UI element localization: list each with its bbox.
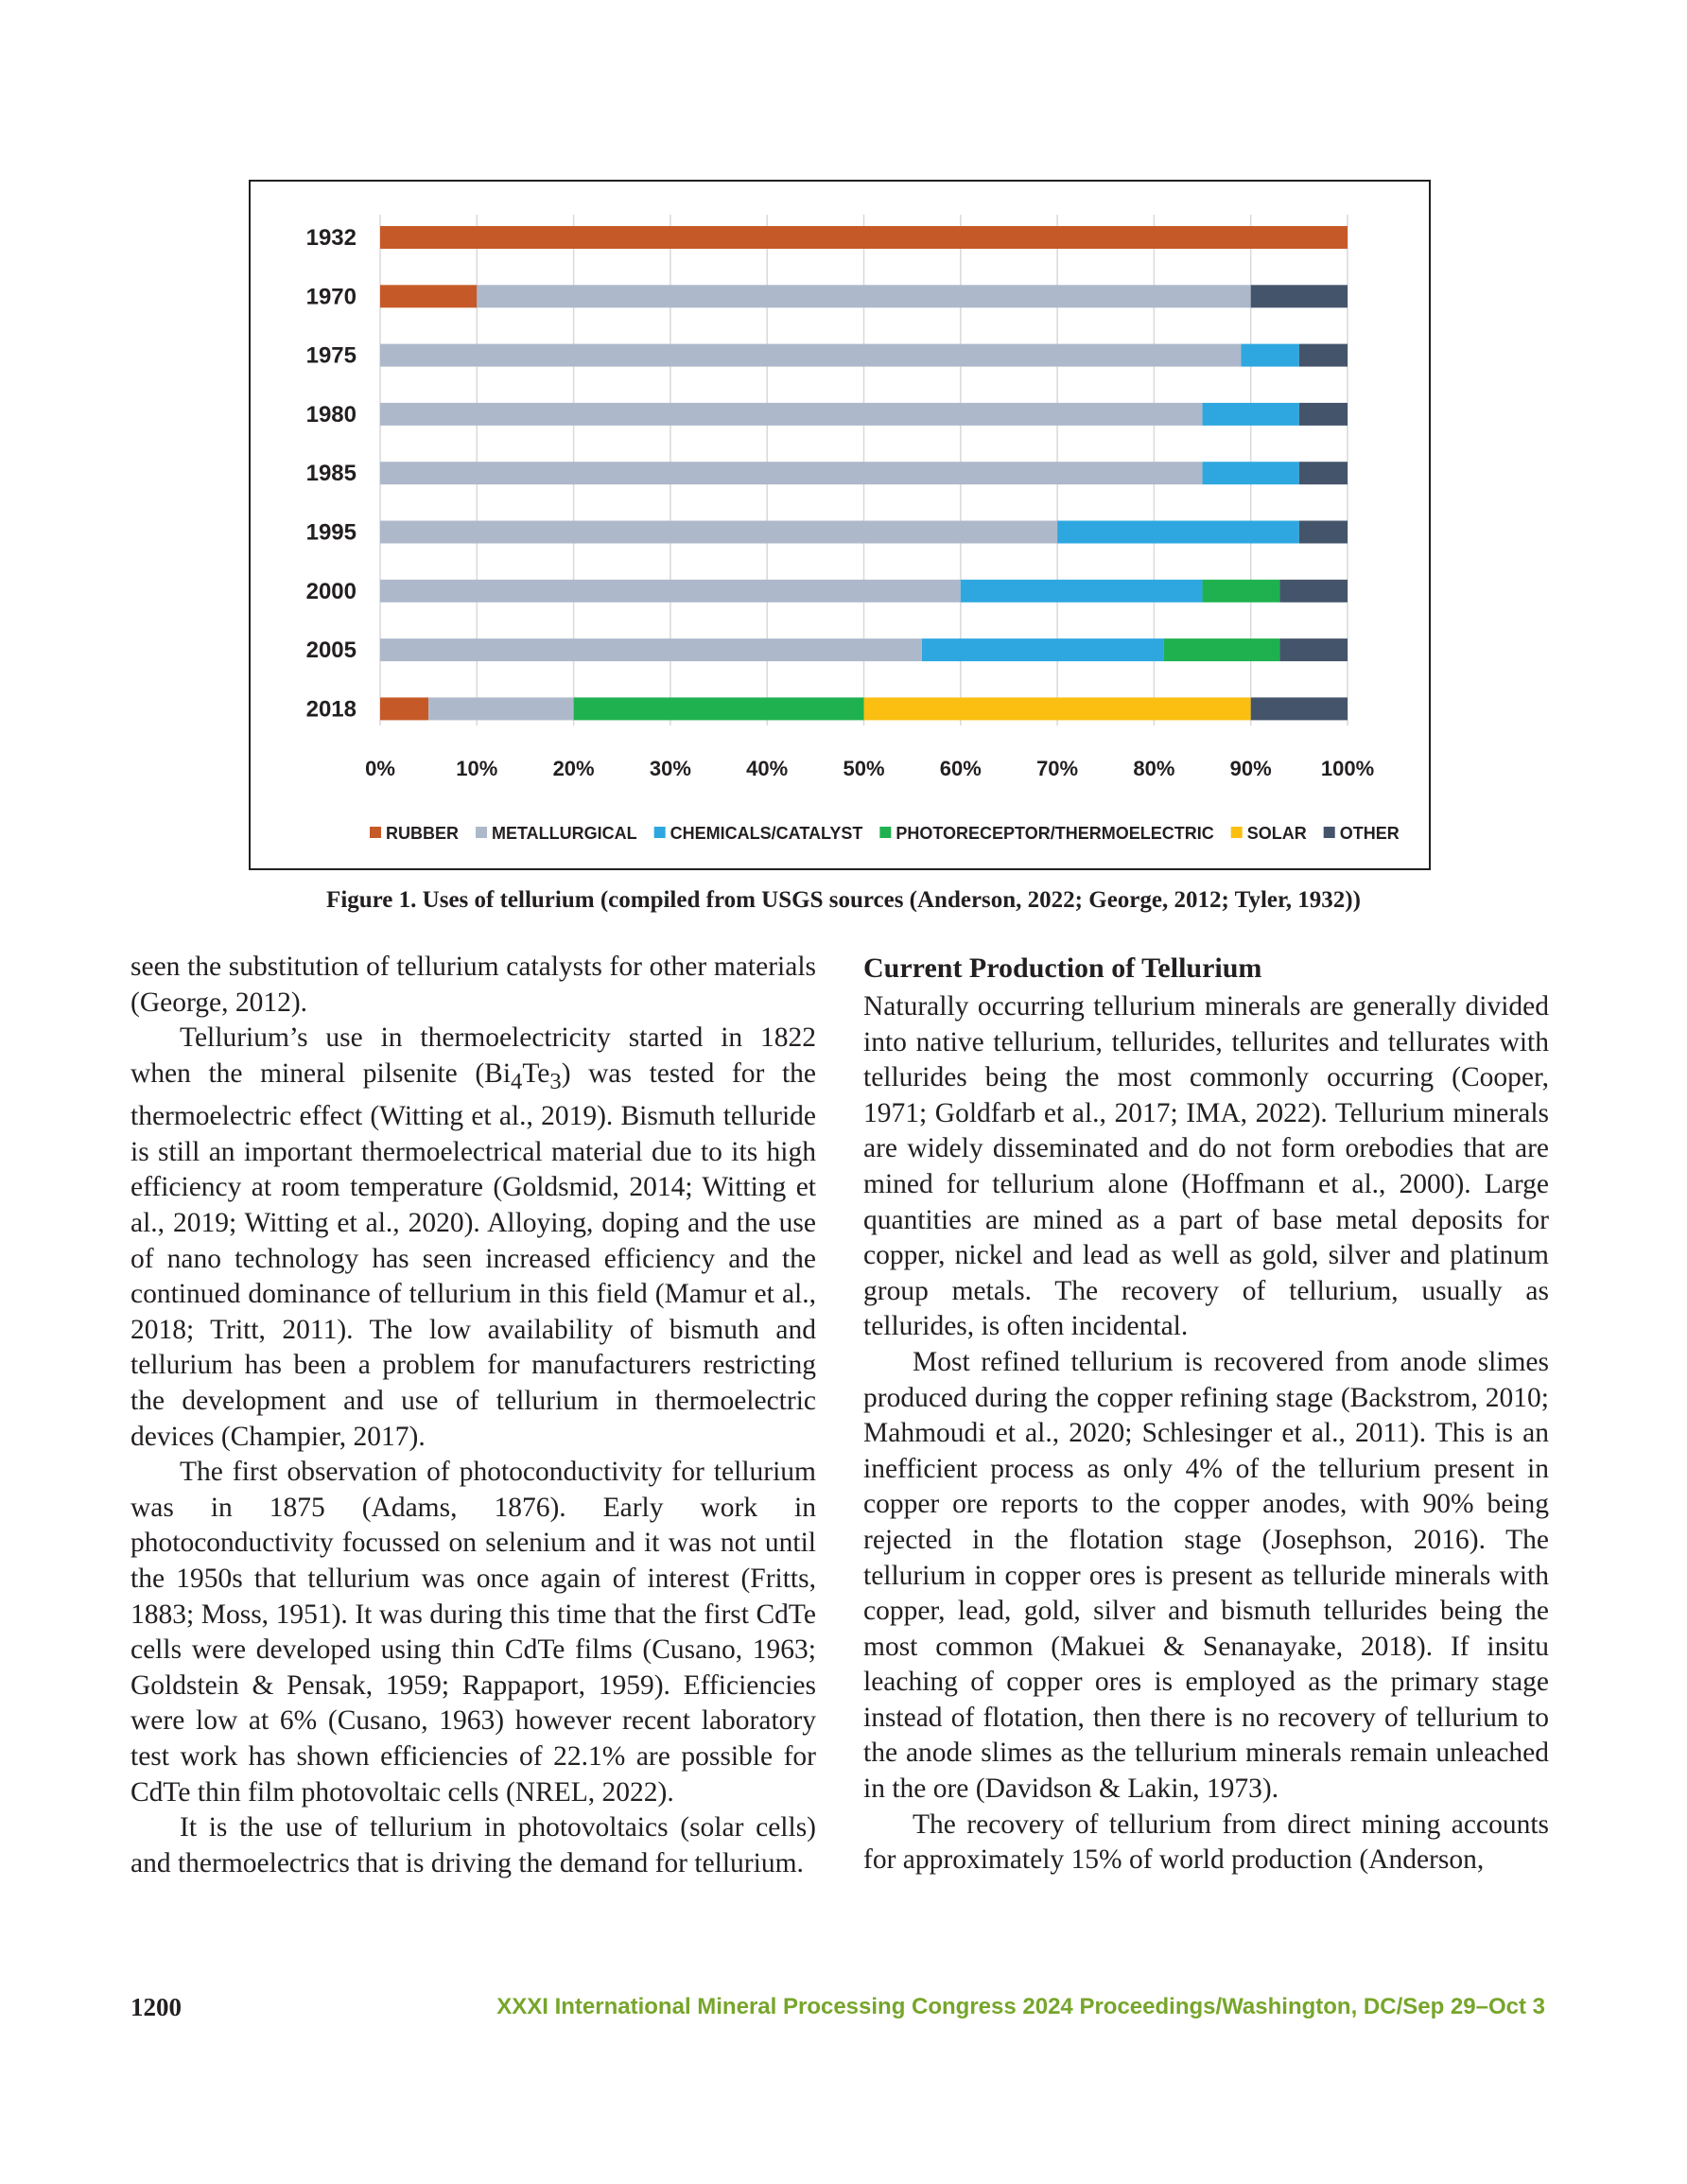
bar-segment xyxy=(380,580,961,603)
paragraph: The recovery of tellurium from direct mining accounts for approximately 15% of world production (Anderson, xyxy=(863,1808,1549,1876)
bar-segment xyxy=(1299,403,1348,426)
bar-segment xyxy=(864,697,1251,720)
x-tick-label: 10% xyxy=(456,757,498,780)
paragraph: Most refined tellurium is recovered from anode slimes produced during the copper refining stage (Backstrom, 2010; Mahmoudi et al., 2020; Schlesinger et al., 2011). This is an inefficient process as only 4% of the tellurium present in copper ore reports to the copper anodes, with 90% being rejected in the flotation stage (Josephson, 2016). The tellurium in copper ores is present as telluride minerals with copper, lead, gold, silver and bismuth tellurides being the most common (Makuei & Senanayake, 2018). If insitu leaching of copper ores is employed as the primary stage instead of flotation, then there is no recovery of tellurium to the anode slimes as the tellurium minerals remain unleached in the ore (Davidson & Lakin, 1973). xyxy=(863,1346,1549,1805)
y-category-label: 1975 xyxy=(305,342,357,369)
bar-segment xyxy=(380,462,1203,484)
bar-segment xyxy=(1164,638,1280,661)
x-tick-label: 90% xyxy=(1229,757,1272,780)
legend-label: METALLURGICAL xyxy=(492,824,637,843)
legend-label: SOLAR xyxy=(1246,824,1307,843)
bar-segment xyxy=(1203,580,1280,603)
y-category-label: 1995 xyxy=(305,519,357,546)
y-category-label: 2005 xyxy=(305,638,357,664)
bar-segment xyxy=(1279,638,1348,661)
y-category-label: 1985 xyxy=(305,461,357,487)
legend-label: RUBBER xyxy=(386,824,460,843)
section-heading: Current Production of Tellurium xyxy=(863,952,1262,984)
bar-segment xyxy=(1299,521,1348,544)
paragraph: Tellurium’s use in thermoelectricity started in 1822 when the mineral pilsenite $(Bi_4Te_3)$ was tested for the thermoelectric effect (Witting et al., 2019). Bismuth telluride is still an important thermoelectrical material due to its high efficiency at room temperature (Goldsmid, 2014; Witting et al., 2019; Witting et al., 2020). Alloying, doping and the use of nano technology has seen increased efficiency and the continued dominance of tellurium in this field (Mamur et al., 2018; Tritt, 2011). The low availability of bismuth and tellurium has been a problem for manufacturers restricting the development and use of tellurium in thermoelectric devices (Champier, 2017). xyxy=(130,1022,817,1452)
bar-segment xyxy=(1299,462,1348,484)
bar-segment xyxy=(1203,403,1299,426)
bar-segment xyxy=(574,697,864,720)
x-tick-label: 30% xyxy=(649,757,691,780)
paragraph: Naturally occurring tellurium minerals are generally divided into native tellurium, tellurides, tellurites and tellurates with tellurides being the most commonly occurring (Cooper, 1971; Goldfarb et al., 2017; IMA, 2022). Tellurium minerals are widely disseminated and do not form orebodies that are mined for tellurium alone (Hoffmann et al., 2000). Large quantities are mined as a part of base metal deposits for copper, nickel and lead as well as gold, silver and platinum group metals. The recovery of tellurium, usually as tellurides, is often incidental. xyxy=(863,991,1549,1342)
bar-segment xyxy=(477,285,1250,307)
bar-segment xyxy=(380,226,1348,249)
paragraph: seen the substitution of tellurium catalysts for other materials (George, 2012). xyxy=(130,952,816,1018)
bar-segment xyxy=(1279,580,1348,603)
x-tick-label: 40% xyxy=(746,757,789,780)
bar-segment xyxy=(380,285,477,307)
paragraph: The first observation of photoconductivity for tellurium was in 1875 (Adams, 1876). Early work in photoconductivity focussed on selenium and it was not until the 1950s that tellurium was once again of interest (Fritts, 1883; Moss, 1951). It was during this time that the first CdTe cells were developed using thin CdTe films (Cusano, 1963; Goldstein & Pensak, 1959; Rappaport, 1959). Efficiencies were low at 6% (Cusano, 1963) however recent laboratory test work has shown efficiencies of 22.1% are possible for CdTe thin film photovoltaic cells (NREL, 2022). xyxy=(130,1457,816,1808)
bar-segment xyxy=(961,580,1203,603)
legend-swatch xyxy=(370,827,381,838)
x-tick-label: 100% xyxy=(1320,757,1375,780)
bar-segment xyxy=(428,697,573,720)
right-column xyxy=(863,950,1549,1878)
bar-segment xyxy=(380,697,428,720)
bar-segment xyxy=(1251,697,1348,720)
x-tick-label: 80% xyxy=(1133,757,1175,780)
legend-swatch xyxy=(476,827,487,838)
bar-segment xyxy=(1057,521,1299,544)
x-tick-label: 60% xyxy=(939,757,982,780)
bar-segment xyxy=(1251,285,1348,307)
y-category-label: 1980 xyxy=(305,401,357,428)
x-tick-label: 50% xyxy=(843,757,885,780)
legend-swatch xyxy=(879,827,891,838)
figure-1 xyxy=(249,180,1431,870)
legend-swatch xyxy=(654,827,666,838)
y-category-label: 2018 xyxy=(305,696,357,723)
bar-segment xyxy=(1203,462,1299,484)
bar-segment xyxy=(380,344,1241,367)
legend-swatch xyxy=(1231,827,1243,838)
y-category-label: 1932 xyxy=(305,225,357,251)
bar-segment xyxy=(1241,344,1298,367)
figure-caption: Figure 1. Uses of tellurium (compiled from USGS sources (Anderson, 2022; George, 2012; Tyler, 1932)) xyxy=(326,887,1361,913)
legend-label: OTHER xyxy=(1339,824,1400,843)
bar-segment xyxy=(922,638,1164,661)
page-number: 1200 xyxy=(130,1993,182,2021)
x-tick-label: 20% xyxy=(552,757,595,780)
bar-segment xyxy=(1299,344,1348,367)
paragraph: It is the use of tellurium in photovoltaics (solar cells) and thermoelectrics that is driving the demand for tellurium. xyxy=(130,1812,816,1878)
bar-segment xyxy=(380,403,1203,426)
bar-segment xyxy=(380,638,922,661)
legend-label: PHOTORECEPTOR/THERMOELECTRIC xyxy=(896,824,1214,843)
left-column xyxy=(130,950,816,1881)
legend-swatch xyxy=(1324,827,1335,838)
running-footer: XXXI International Mineral Processing Congress 2024 Proceedings/Washington, DC/Sep 29–Oct 3 xyxy=(496,1994,1545,2019)
stacked-bar-chart xyxy=(251,182,1429,868)
x-tick-label: 0% xyxy=(365,757,395,780)
legend-label: CHEMICALS/CATALYST xyxy=(670,824,863,843)
y-category-label: 1970 xyxy=(305,284,357,310)
x-tick-label: 70% xyxy=(1036,757,1079,780)
bar-segment xyxy=(380,521,1057,544)
y-category-label: 2000 xyxy=(305,578,357,604)
